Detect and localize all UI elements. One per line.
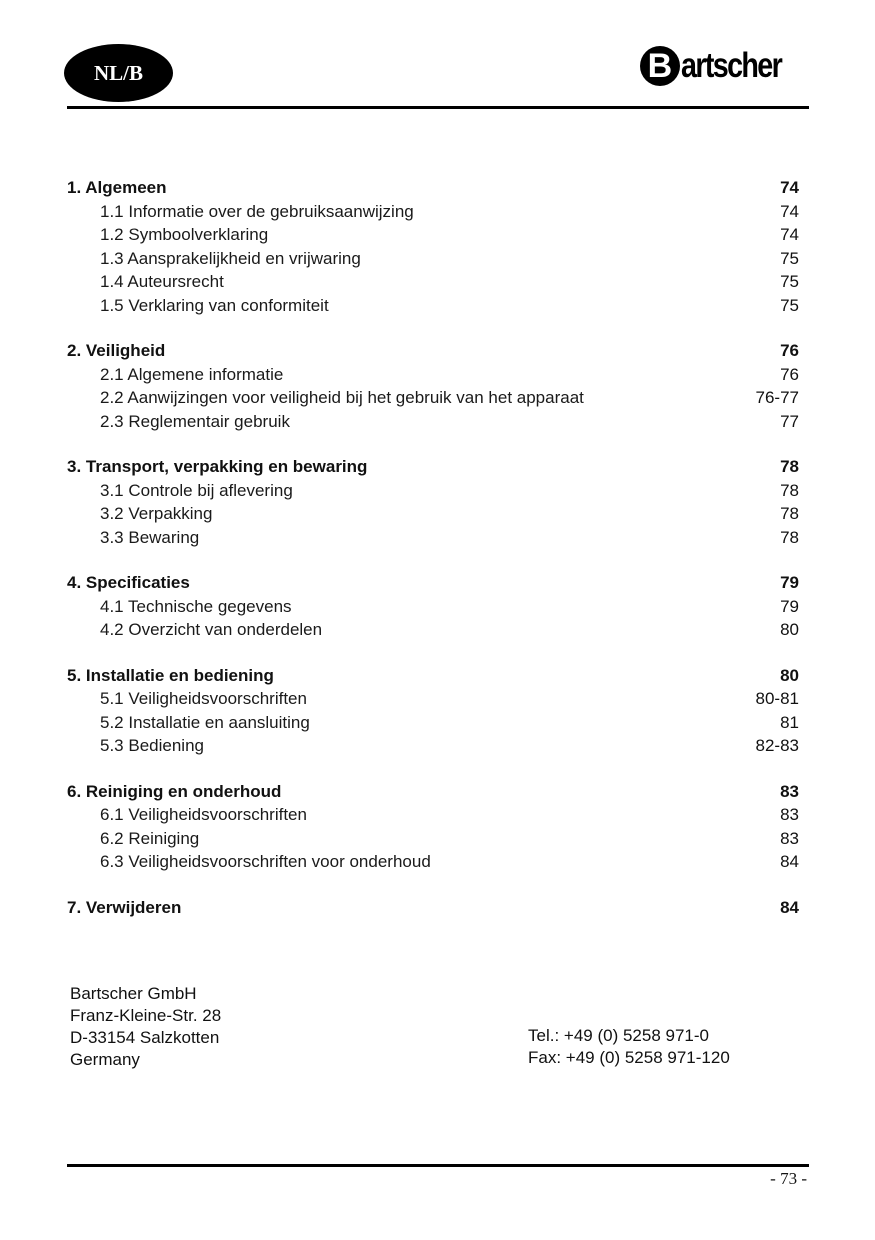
bartscher-logo bbox=[640, 46, 803, 86]
toc-entry-title: 5.2 Installatie en aansluiting bbox=[100, 712, 310, 732]
toc-entry-title: 6.1 Veiligheidsvoorschriften bbox=[100, 805, 307, 824]
page-number: - 73 - bbox=[770, 1169, 807, 1188]
footer-rule bbox=[67, 1164, 809, 1167]
toc-chapter bbox=[67, 339, 799, 363]
toc-chapter-title: 7. Verwijderen bbox=[67, 897, 182, 917]
toc-entry bbox=[67, 410, 799, 434]
toc-section bbox=[67, 780, 799, 874]
toc-chapter bbox=[67, 780, 799, 804]
toc-entry-page: 82-83 bbox=[755, 736, 799, 755]
telephone: Tel.: +49 (0) 5258 971-0 bbox=[528, 1026, 709, 1045]
toc-entry-page: 81 bbox=[780, 712, 799, 732]
toc-entry bbox=[67, 247, 799, 271]
toc-chapter bbox=[67, 176, 799, 200]
toc-entry-page: 74 bbox=[780, 225, 799, 244]
toc-entry bbox=[67, 223, 799, 247]
toc-entry-page: 80-81 bbox=[755, 689, 799, 708]
toc-entry bbox=[67, 687, 799, 711]
toc-entry bbox=[67, 711, 799, 735]
toc-entry-title: 4.1 Technische gegevens bbox=[100, 596, 292, 616]
toc-entry-page: 75 bbox=[780, 272, 799, 291]
toc-entry-page: 79 bbox=[780, 596, 799, 616]
toc-chapter bbox=[67, 664, 799, 688]
toc-chapter-title: 4. Specificaties bbox=[67, 573, 190, 592]
fax: Fax: +49 (0) 5258 971-120 bbox=[528, 1048, 730, 1067]
city: D-33154 Salzkotten bbox=[70, 1028, 220, 1047]
toc-section bbox=[67, 176, 799, 317]
country: Germany bbox=[70, 1050, 140, 1069]
toc-entry-title: 1.4 Auteursrecht bbox=[100, 272, 224, 291]
contact-info bbox=[528, 1025, 730, 1069]
toc-entry bbox=[67, 200, 799, 224]
toc-entry-page: 78 bbox=[780, 504, 799, 523]
toc-entry-page: 74 bbox=[780, 201, 799, 221]
toc-section bbox=[67, 571, 799, 642]
toc-entry-page: 78 bbox=[780, 480, 799, 500]
toc-entry bbox=[67, 526, 799, 550]
toc-section bbox=[67, 455, 799, 549]
toc-entry-title: 1.5 Verklaring van conformiteit bbox=[100, 295, 329, 315]
toc-entry-title: 6.3 Veiligheidsvoorschriften voor onderhoud bbox=[100, 852, 431, 871]
toc-entry-page: 75 bbox=[780, 248, 799, 268]
toc-entry-title: 2.2 Aanwijzingen voor veiligheid bij het gebruik van het apparaat bbox=[100, 388, 584, 407]
logo-letter: B bbox=[640, 46, 680, 86]
toc-entry-title: 1.1 Informatie over de gebruiksaanwijzing bbox=[100, 201, 414, 221]
toc-section bbox=[67, 339, 799, 433]
toc-chapter bbox=[67, 571, 799, 595]
toc-entry-page: 76-77 bbox=[755, 388, 799, 407]
toc-entry-page: 83 bbox=[780, 805, 799, 824]
toc-entry bbox=[67, 294, 799, 318]
table-of-contents bbox=[67, 176, 799, 941]
toc-entry-title: 3.2 Verpakking bbox=[100, 504, 213, 523]
toc-chapter bbox=[67, 455, 799, 479]
toc-chapter-title: 6. Reiniging en onderhoud bbox=[67, 781, 282, 801]
language-badge: NL/B bbox=[64, 44, 173, 102]
toc-entry-title: 3.1 Controle bij aflevering bbox=[100, 480, 293, 500]
toc-entry bbox=[67, 734, 799, 758]
toc-chapter-page: 78 bbox=[780, 457, 799, 476]
toc-chapter-title: 2. Veiligheid bbox=[67, 341, 166, 360]
toc-entry-title: 5.3 Bediening bbox=[100, 736, 204, 755]
toc-entry-page: 76 bbox=[780, 364, 799, 384]
logo-text: artscher bbox=[680, 46, 782, 85]
toc-entry-title: 3.3 Bewaring bbox=[100, 527, 200, 547]
toc-entry-title: 2.1 Algemene informatie bbox=[100, 364, 284, 384]
company-address bbox=[70, 983, 221, 1071]
toc-chapter-page: 84 bbox=[780, 897, 799, 917]
toc-section bbox=[67, 896, 799, 920]
toc-chapter-page: 80 bbox=[780, 665, 799, 685]
toc-entry-title: 4.2 Overzicht van onderdelen bbox=[100, 620, 323, 639]
toc-chapter-title: 5. Installatie en bediening bbox=[67, 665, 274, 685]
toc-section bbox=[67, 664, 799, 758]
toc-entry-title: 6.2 Reiniging bbox=[100, 828, 200, 848]
toc-entry-page: 78 bbox=[780, 527, 799, 547]
toc-entry bbox=[67, 803, 799, 827]
toc-entry-title: 1.2 Symboolverklaring bbox=[100, 225, 269, 244]
toc-entry bbox=[67, 270, 799, 294]
company-name: Bartscher GmbH bbox=[70, 984, 197, 1003]
toc-chapter-title: 1. Algemeen bbox=[67, 178, 167, 197]
toc-chapter bbox=[67, 896, 799, 920]
header-rule bbox=[67, 106, 809, 109]
toc-entry-title: 2.3 Reglementair gebruik bbox=[100, 411, 290, 431]
toc-entry-page: 84 bbox=[780, 852, 799, 871]
street: Franz-Kleine-Str. 28 bbox=[70, 1006, 222, 1025]
toc-chapter-page: 76 bbox=[780, 341, 799, 360]
toc-entry-page: 77 bbox=[780, 411, 799, 431]
toc-chapter-page: 79 bbox=[780, 573, 799, 592]
toc-entry bbox=[67, 618, 799, 642]
toc-entry-title: 5.1 Veiligheidsvoorschriften bbox=[100, 689, 307, 708]
toc-entry bbox=[67, 595, 799, 619]
toc-entry-page: 80 bbox=[780, 620, 799, 639]
toc-entry-page: 83 bbox=[780, 828, 799, 848]
toc-entry bbox=[67, 502, 799, 526]
toc-chapter-page: 83 bbox=[780, 781, 799, 801]
toc-entry-page: 75 bbox=[780, 295, 799, 315]
toc-entry bbox=[67, 386, 799, 410]
toc-entry bbox=[67, 479, 799, 503]
toc-chapter-title: 3. Transport, verpakking en bewaring bbox=[67, 457, 368, 476]
toc-entry-title: 1.3 Aansprakelijkheid en vrijwaring bbox=[100, 248, 361, 268]
toc-chapter-page: 74 bbox=[780, 178, 799, 197]
toc-entry bbox=[67, 850, 799, 874]
toc-entry bbox=[67, 363, 799, 387]
toc-entry bbox=[67, 827, 799, 851]
